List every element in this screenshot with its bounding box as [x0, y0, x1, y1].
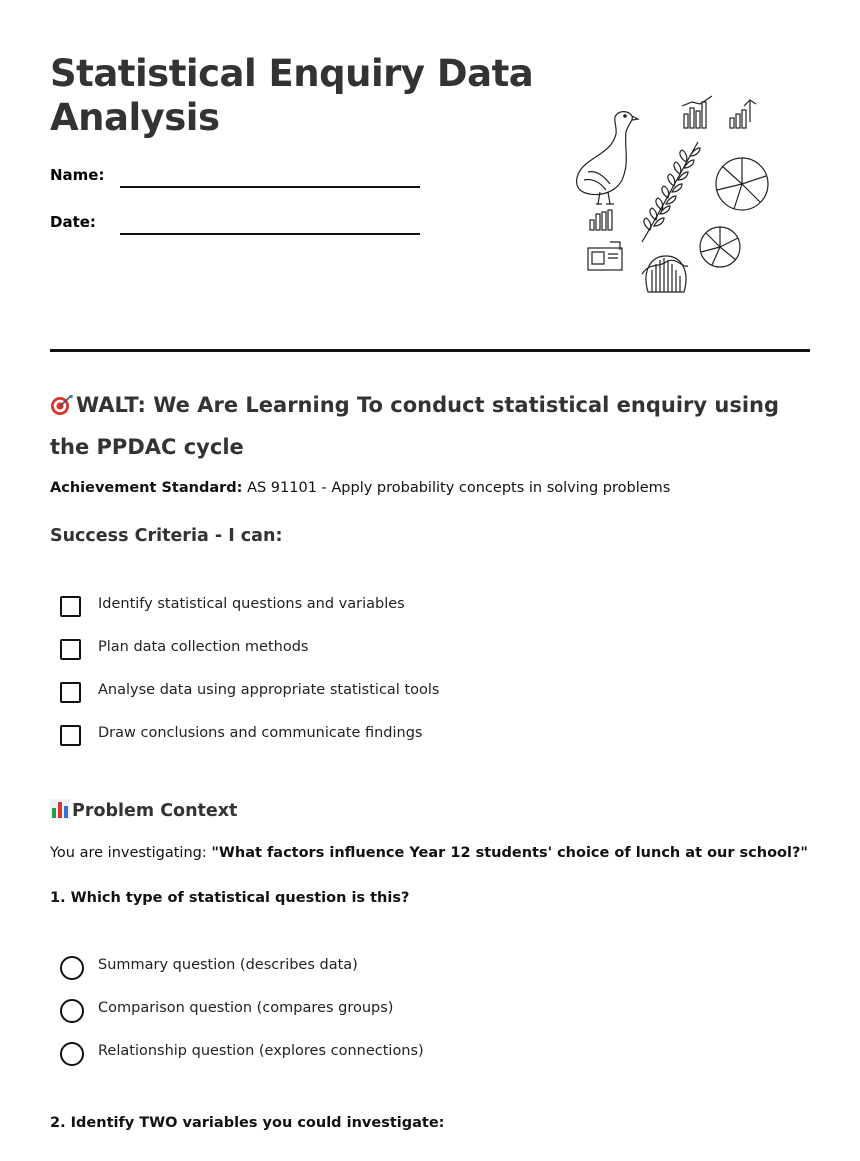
investigation-question: "What factors influence Year 12 students' choice of lunch at our school?": [211, 845, 808, 861]
radio-button[interactable]: [60, 956, 84, 980]
bar-chart-drawing-small: [590, 210, 612, 230]
checkbox[interactable]: [60, 596, 81, 617]
device-drawing: [588, 242, 622, 270]
problem-context-heading: [50, 799, 237, 824]
date-label: Date:: [50, 213, 96, 231]
radio-option-label: Relationship question (explores connections): [98, 1043, 424, 1059]
name-field[interactable]: [120, 186, 420, 188]
checklist-item-label: Plan data collection methods: [98, 639, 309, 655]
target-dart-icon: [50, 390, 76, 428]
histogram-drawing: [642, 256, 688, 292]
radio-button[interactable]: [60, 1042, 84, 1066]
radio-option-label: Summary question (describes data): [98, 957, 358, 973]
date-field[interactable]: [120, 233, 420, 235]
walt-text: WALT: We Are Learning To conduct statistical enquiry using the PPDAC cycle: [50, 393, 780, 459]
statistics-illustration: [570, 92, 780, 302]
name-field-row: [50, 166, 430, 196]
investigation-statement: [50, 845, 808, 861]
question-1-prompt: 1. Which type of statistical question is this?: [50, 890, 410, 906]
problem-context-title: Problem Context: [72, 801, 238, 821]
radio-button[interactable]: [60, 999, 84, 1023]
checkbox[interactable]: [60, 682, 81, 703]
checkbox[interactable]: [60, 639, 81, 660]
date-field-row: [50, 213, 430, 243]
achievement-standard: [50, 480, 670, 496]
fern-drawing: [642, 142, 700, 242]
achievement-standard-label: Achievement Standard:: [50, 480, 243, 496]
cut-off-content: [62, 1154, 102, 1161]
investigation-intro: You are investigating:: [50, 845, 207, 861]
question-2-prompt: 2. Identify TWO variables you could investigate:: [50, 1115, 445, 1131]
bird-drawing: [577, 112, 638, 204]
radio-option-label: Comparison question (compares groups): [98, 1000, 394, 1016]
bar-chart-icon: [50, 799, 72, 824]
checkbox[interactable]: [60, 725, 81, 746]
success-criteria-heading: Success Criteria - I can:: [50, 526, 283, 546]
checklist-item-label: Identify statistical questions and variables: [98, 596, 405, 612]
checklist-item-label: Draw conclusions and communicate findings: [98, 725, 423, 741]
name-label: Name:: [50, 166, 105, 184]
bar-chart-drawing-top: [682, 96, 756, 128]
achievement-standard-text: AS 91101 - Apply probability concepts in solving problems: [247, 480, 671, 496]
page-title: Statistical Enquiry Data Analysis: [50, 52, 534, 139]
pie-chart-drawing-large: [716, 158, 768, 210]
pie-chart-drawing-small: [700, 227, 740, 267]
section-divider: [50, 349, 810, 352]
checklist-item-label: Analyse data using appropriate statistical tools: [98, 682, 440, 698]
walt-heading: [50, 386, 820, 466]
